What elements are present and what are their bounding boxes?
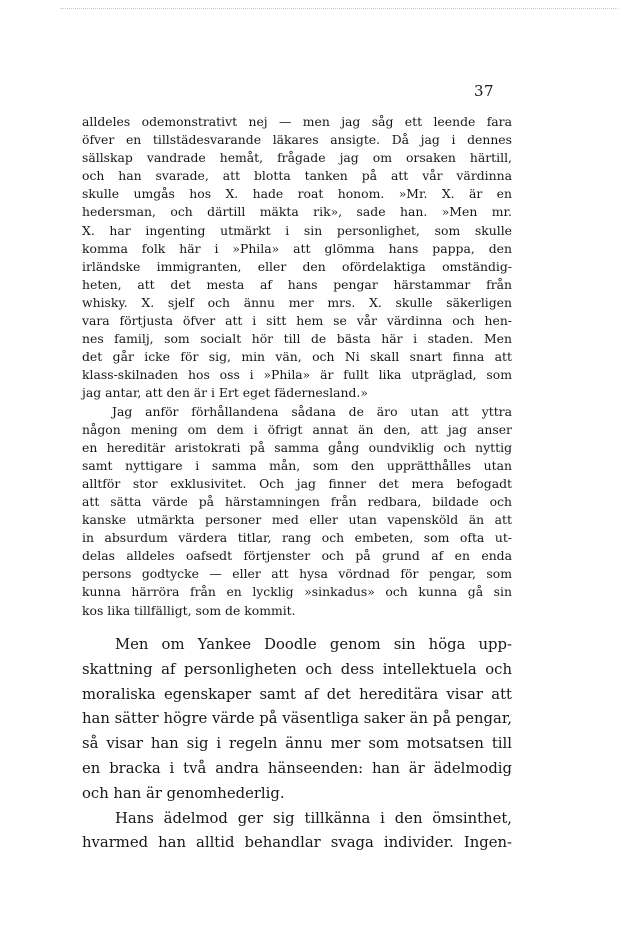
text-line: in absurdum värdera titlar, rang och embeten, som ofta ut-: [82, 530, 512, 546]
text-line: alldeles odemonstrativt nej — men jag såg ett leende fara: [82, 114, 512, 129]
text-line: delas alldeles oafsedt förtjenster och på grund af en enda: [82, 548, 512, 564]
page-number: 37: [474, 82, 495, 100]
text-line: vara förtjusta öfver att i sitt hem se vår värdinna och hen-: [82, 313, 512, 329]
text-line: en bracka i två andra hänseenden: han är ädelmodig: [82, 759, 512, 777]
text-line: och han svarade, att blotta tanken på att vår värdinna: [82, 168, 512, 184]
body-text-small: [82, 113, 512, 620]
text-line: en hereditär aristokrati på samma gång oundviklig och nyttig: [82, 439, 512, 455]
text-line: någon mening om dem i öfrigt annat än den, att jag anser: [82, 421, 512, 437]
text-line: heten, att det mesta af hans pengar härstammar från: [82, 276, 512, 292]
text-line: han sätter högre värde på väsentliga saker än på pengar,: [82, 710, 512, 728]
text-line: jag antar, att den är i Ert eget fädernesland.»: [82, 385, 368, 401]
text-line: nes familj, som socialt hör till de bästa här i staden. Men: [82, 331, 512, 347]
body-text-large: [82, 633, 512, 856]
text-line: sällskap vandrade hemåt, frågade jag om orsaken härtill,: [82, 150, 512, 166]
text-line: hedersman, och därtill mäkta rik», sade han. »Men mr.: [82, 204, 512, 220]
paragraph: [82, 633, 512, 807]
paragraph: [82, 807, 512, 857]
text-line: och han är genomhederlig.: [82, 784, 285, 802]
scan-edge-rule: [60, 8, 618, 9]
text-line: kunna härröra från en lycklig »sinkadus» och kunna gå sin: [82, 584, 512, 600]
text-line: kos lika tillfälligt, som de kommit.: [82, 602, 296, 618]
text-line: skulle umgås hos X. hade roat honom. »Mr. X. är en: [82, 186, 512, 202]
text-line: moraliska egenskaper samt af det hereditära visar att: [82, 685, 512, 703]
text-line: klass-skilnaden hos oss i »Phila» är fullt lika utpräglad, som: [82, 367, 512, 383]
text-line: X. har ingenting utmärkt i sin personlighet, som skulle: [82, 222, 512, 238]
text-line: skattning af personligheten och dess intellektuela och: [82, 660, 512, 678]
text-line: Jag anför förhållandena sådana de äro utan att yttra: [112, 403, 512, 419]
text-line: Hans ädelmod ger sig tillkänna i den ömsinthet,: [115, 809, 512, 827]
text-line: det går icke för sig, min vän, och Ni skall snart finna att: [82, 349, 512, 365]
text-line: öfver en tillstädesvarande läkares ansigte. Då jag i dennes: [82, 132, 512, 148]
text-line: så visar han sig i regeln ännu mer som motsatsen till: [82, 735, 512, 753]
text-line: persons godtycke — eller att hysa vördnad för pengar, som: [82, 566, 512, 582]
paragraph: [82, 113, 512, 403]
text-line: komma folk här i »Phila» att glömma hans pappa, den: [82, 240, 512, 256]
text-line: samt nyttigare i samma mån, som den upprätthålles utan: [82, 457, 512, 473]
text-line: alltför stor exklusivitet. Och jag finner det mera befogadt: [82, 475, 512, 491]
text-line: kanske utmärkta personer med eller utan vapensköld än att: [82, 512, 512, 528]
text-line: hvarmed han alltid behandlar svaga individer. Ingen-: [82, 834, 512, 852]
paragraph: [82, 403, 512, 620]
text-line: att sätta värde på härstamningen från redbara, bildade och: [82, 493, 512, 509]
text-line: irländske immigranten, eller den ofördelaktiga omständig-: [82, 258, 512, 274]
text-line: whisky. X. sjelf och ännu mer mrs. X. skulle säkerligen: [82, 294, 512, 310]
text-line: Men om Yankee Doodle genom sin höga upp-: [115, 636, 512, 653]
